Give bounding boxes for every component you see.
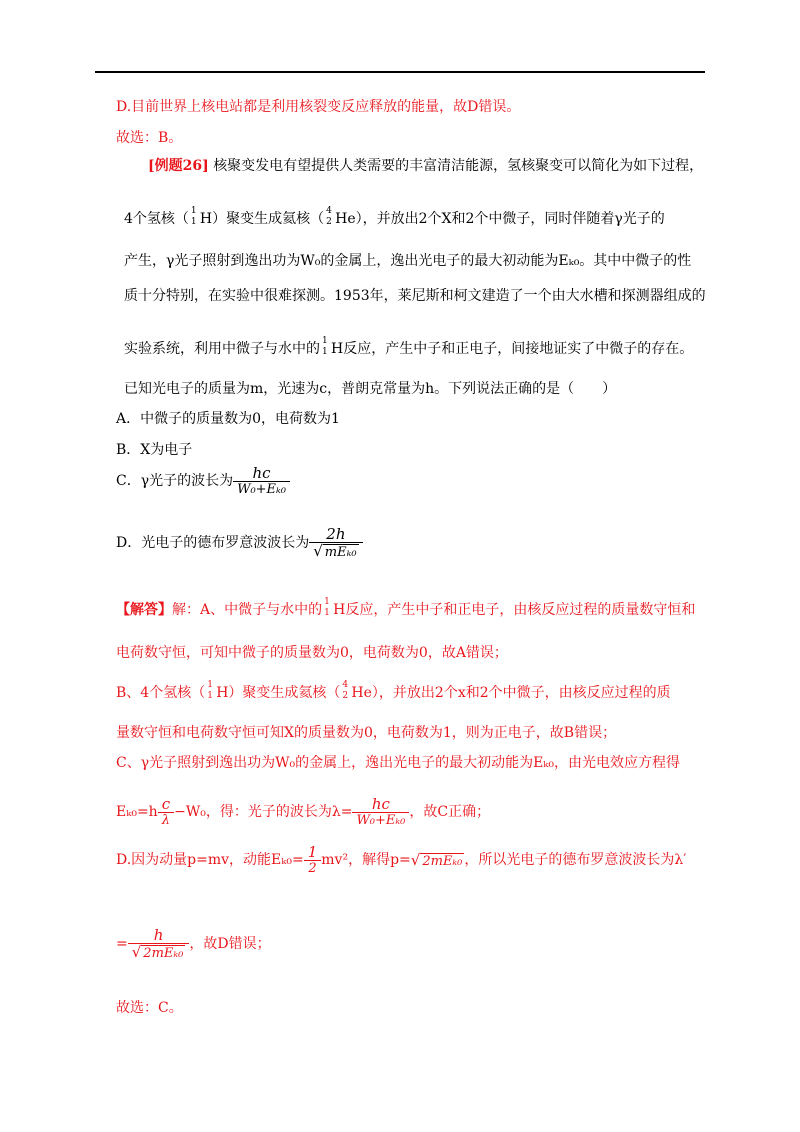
solution-line-6: Eₖ₀=h $\frac{c}{\lambda}$ −W₀，得：光子的波长为λ= $\frac{hc}{\text{W₀+Eₖ₀}}$ ，故C正确； [116, 795, 491, 828]
de-broglie-fraction: $\frac{h}{\text{√ 2mEₖ₀}}$ [128, 928, 190, 960]
solution-line-2: 电荷数守恒，可知中微子的质量数为0，电荷数为0，故A错误； [116, 645, 508, 661]
problem-line-1 [148, 159, 703, 173]
helium-nuclide: 4 2 [342, 680, 349, 701]
momentum-sqrt: √ 2mEₖ₀ [410, 850, 463, 869]
c-over-lambda-fraction: $\frac{c}{\lambda}$ [158, 797, 174, 827]
problem-text-1: 核聚变发电有望提供人类需要的丰富清洁能源，氢核聚变可以简化为如下过程， [213, 158, 704, 174]
problem-line-2: 4个氢核（ 1 1 H）聚变生成氦核（ 4 2 He），并放出2个X和2个中微子，同时伴随着γ光子的 [124, 206, 665, 227]
problem-tag: [例题26] [148, 158, 209, 174]
solution-line-1: 【解答】解：A、中微子与水中的 1 1 H反应，产生中子和正电子，由核反应过程的质量数守恒和 [116, 597, 696, 618]
helium-nuclide: 4 2 [326, 206, 332, 227]
problem-line-4: 质十分特别，在实验中很难探测。1953年，莱尼斯和柯文建造了一个由大水槽和探测器组成的 [124, 288, 706, 304]
option-b: B．X为电子 [116, 442, 193, 458]
solution-line-8: = $\frac{h}{\text{√ 2mEₖ₀}}$ ，故D错误； [116, 926, 271, 961]
solution-answer: 故选：C。 [116, 1000, 183, 1016]
problem-line-6: 已知光电子的质量为m，光速为c，普朗克常量为h。下列说法正确的是（ ） [124, 381, 617, 397]
hydrogen-nuclide: 1 1 [322, 336, 328, 357]
hydrogen-nuclide: 1 1 [324, 597, 330, 618]
prev-answer: 故选：B。 [116, 130, 183, 146]
hydrogen-nuclide: 1 1 [190, 206, 197, 227]
option-a: A．中微子的质量数为0，电荷数为1 [116, 411, 340, 427]
header-rule [95, 71, 705, 73]
option-d: D．光电子的德布罗意波波长为 $\frac{2h}{\text{√ mEₖ₀}}$ [116, 527, 363, 559]
solution-line-4: 量数守恒和电荷数守恒可知X的质量数为0，电荷数为1，则为正电子，故B错误； [116, 725, 617, 741]
hydrogen-nuclide: 1 1 [207, 680, 213, 701]
half-fraction: $\frac{1}{2}$ [304, 845, 322, 875]
wavelength-fraction: $\frac{hc}{\text{W₀+Eₖ₀}}$ [352, 797, 409, 827]
solution-line-5: C、γ光子照射到逸出功为W₀的金属上，逸出光电子的最大初动能为Eₖ₀，由光电效应方程得 [116, 755, 681, 771]
problem-line-3: 产生，γ光子照射到逸出功为W₀的金属上，逸出光电子的最大初动能为Eₖ₀。其中中微子的性 [124, 253, 692, 269]
solution-line-3: B、4个氢核（ 1 1 H）聚变生成氦核（ 4 2 He），并放出2个x和2个中微子，由核反应过程的质 [116, 680, 671, 701]
problem-line-5: 实验系统，利用中微子与水中的 1 1 H反应，产生中子和正电子，间接地证实了中微子的存在。 [124, 336, 694, 357]
solution-line-7: D.因为动量p=mv，动能Eₖ₀= $\frac{1}{2}$ mv²，解得p=√ 2mEₖ₀ ，所以光电子的德布罗意波波长为λ′ [116, 843, 687, 876]
option-c-fraction: $\frac{hc}{\text{W₀+Eₖ₀}}$ [233, 466, 290, 496]
option-d-fraction: $\frac{2h}{\text{√ mEₖ₀}}$ [309, 527, 362, 559]
option-c: C．γ光子的波长为 $\frac{hc}{\text{W₀+Eₖ₀}}$ [116, 466, 290, 496]
prev-option-d: D.目前世界上核电站都是利用核裂变反应释放的能量，故D错误。 [116, 99, 521, 115]
solution-tag: 【解答】 [116, 602, 172, 618]
